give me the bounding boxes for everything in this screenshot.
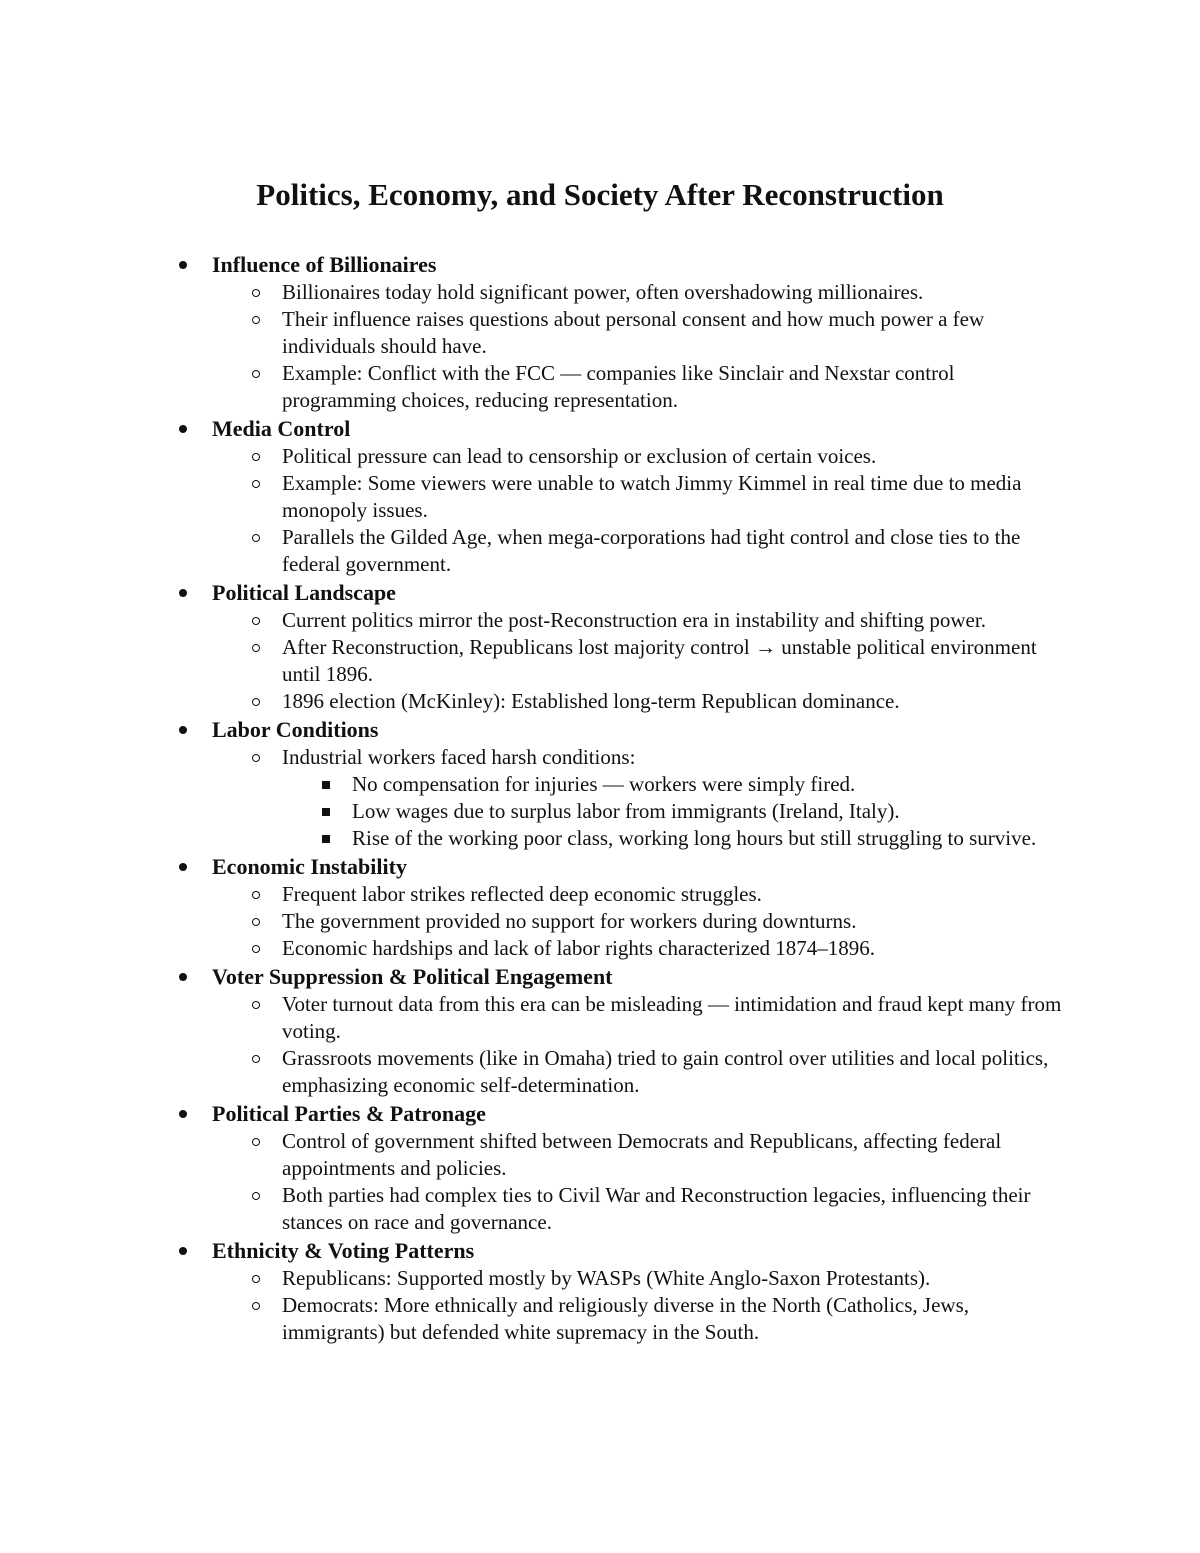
sub-list-item: [282, 1292, 1070, 1346]
sub-item-text: Grassroots movements (like in Omaha) tried to gain control over utilities and local politics, emphasizing economic self-determination.: [282, 1046, 1049, 1097]
bullet-circle-icon: [252, 617, 260, 625]
sub-list: [212, 744, 1070, 852]
outline-section: [170, 715, 1070, 852]
bullet-disc-icon: [179, 726, 187, 734]
sub-item-text: Voter turnout data from this era can be misleading — intimidation and fraud kept many from voting.: [282, 992, 1062, 1043]
bullet-circle-icon: [252, 945, 260, 953]
bullet-circle-icon: [252, 754, 260, 762]
bullet-circle-icon: [252, 644, 260, 652]
sub-list-item: [282, 524, 1070, 578]
nested-item-text: Low wages due to surplus labor from immigrants (Ireland, Italy).: [352, 799, 900, 823]
bullet-disc-icon: [179, 863, 187, 871]
sub-item-text: Frequent labor strikes reflected deep economic struggles.: [282, 882, 762, 906]
bullet-circle-icon: [252, 1055, 260, 1063]
sub-list-item: [282, 908, 1070, 935]
sub-item-text: 1896 election (McKinley): Established long-term Republican dominance.: [282, 689, 900, 713]
sub-list: [212, 991, 1070, 1099]
nested-list-item: [352, 798, 1070, 825]
bullet-circle-icon: [252, 1138, 260, 1146]
sub-list-item: [282, 991, 1070, 1045]
sub-list-item: [282, 1182, 1070, 1236]
bullet-circle-icon: [252, 1275, 260, 1283]
sub-list-item: [282, 607, 1070, 634]
sub-list-item: [282, 1128, 1070, 1182]
sub-list: [212, 881, 1070, 962]
section-heading: Economic Instability: [212, 854, 407, 879]
sub-list: [212, 1128, 1070, 1236]
page-title: Politics, Economy, and Society After Reconstruction: [256, 177, 944, 212]
outline-section: [170, 414, 1070, 578]
bullet-disc-icon: [179, 425, 187, 433]
sub-list: [212, 1265, 1070, 1346]
section-heading: Voter Suppression & Political Engagement: [212, 964, 613, 989]
sub-list-item: [282, 881, 1070, 908]
nested-item-text: Rise of the working poor class, working long hours but still struggling to survive.: [352, 826, 1037, 850]
sub-item-text: Republicans: Supported mostly by WASPs (White Anglo-Saxon Protestants).: [282, 1266, 931, 1290]
bullet-circle-icon: [252, 316, 260, 324]
sub-item-text: Control of government shifted between Democrats and Republicans, affecting federal appointments and policies.: [282, 1129, 1002, 1180]
sub-item-text: Industrial workers faced harsh conditions:: [282, 745, 636, 769]
bullet-disc-icon: [179, 1110, 187, 1118]
outline-section: [170, 1236, 1070, 1346]
sub-list: [212, 607, 1070, 715]
bullet-circle-icon: [252, 1302, 260, 1310]
section-heading: Labor Conditions: [212, 717, 379, 742]
bullet-square-icon: [322, 808, 330, 816]
sub-list-item: [282, 443, 1070, 470]
bullet-circle-icon: [252, 370, 260, 378]
sub-item-text: Example: Conflict with the FCC — companies like Sinclair and Nexstar control programming choices, reducing representation.: [282, 361, 955, 412]
sub-item-text: Both parties had complex ties to Civil War and Reconstruction legacies, influencing their stances on race and governance.: [282, 1183, 1031, 1234]
sub-item-text: Billionaires today hold significant power, often overshadowing millionaires.: [282, 280, 924, 304]
nested-sub-list: [282, 771, 1070, 852]
section-heading: Political Landscape: [212, 580, 396, 605]
sub-item-text: Their influence raises questions about personal consent and how much power a few individuals should have.: [282, 307, 985, 358]
sub-list-item: [282, 1265, 1070, 1292]
bullet-square-icon: [322, 835, 330, 843]
section-heading: Media Control: [212, 416, 351, 441]
sub-item-text: After Reconstruction, Republicans lost majority control → unstable political environment until 1896.: [282, 635, 1037, 686]
bullet-circle-icon: [252, 698, 260, 706]
bullet-circle-icon: [252, 289, 260, 297]
sub-list-item: [282, 744, 1070, 852]
sub-list-item: [282, 935, 1070, 962]
sub-item-text: Democrats: More ethnically and religiously diverse in the North (Catholics, Jews, immigrants) but defended white supremacy in the South.: [282, 1293, 970, 1344]
outline-section: [170, 1099, 1070, 1236]
sub-item-text: Political pressure can lead to censorship or exclusion of certain voices.: [282, 444, 877, 468]
bullet-circle-icon: [252, 480, 260, 488]
nested-list-item: [352, 825, 1070, 852]
bullet-circle-icon: [252, 453, 260, 461]
sub-list-item: [282, 688, 1070, 715]
sub-item-text: Parallels the Gilded Age, when mega-corporations had tight control and close ties to the federal government.: [282, 525, 1021, 576]
bullet-disc-icon: [179, 589, 187, 597]
sub-list-item: [282, 470, 1070, 524]
bullet-disc-icon: [179, 973, 187, 981]
sub-item-text: The government provided no support for workers during downturns.: [282, 909, 857, 933]
bullet-circle-icon: [252, 1001, 260, 1009]
bullet-circle-icon: [252, 891, 260, 899]
outline-list: [170, 250, 1070, 1346]
bullet-square-icon: [322, 781, 330, 789]
nested-list-item: [352, 771, 1070, 798]
section-heading: Ethnicity & Voting Patterns: [212, 1238, 475, 1263]
sub-item-text: Economic hardships and lack of labor rights characterized 1874–1896.: [282, 936, 876, 960]
outline-section: [170, 852, 1070, 962]
sub-list-item: [282, 1045, 1070, 1099]
section-heading: Influence of Billionaires: [212, 252, 437, 277]
bullet-disc-icon: [179, 1247, 187, 1255]
bullet-disc-icon: [179, 261, 187, 269]
nested-item-text: No compensation for injuries — workers were simply fired.: [352, 772, 856, 796]
outline-section: [170, 250, 1070, 414]
sub-list-item: [282, 306, 1070, 360]
sub-list: [212, 279, 1070, 414]
section-heading: Political Parties & Patronage: [212, 1101, 486, 1126]
sub-list-item: [282, 634, 1070, 688]
outline-section: [170, 578, 1070, 715]
sub-list: [212, 443, 1070, 578]
sub-list-item: [282, 360, 1070, 414]
bullet-circle-icon: [252, 918, 260, 926]
bullet-circle-icon: [252, 1192, 260, 1200]
outline-section: [170, 962, 1070, 1099]
bullet-circle-icon: [252, 534, 260, 542]
sub-item-text: Example: Some viewers were unable to watch Jimmy Kimmel in real time due to media monopoly issues.: [282, 471, 1022, 522]
sub-list-item: [282, 279, 1070, 306]
sub-item-text: Current politics mirror the post-Reconstruction era in instability and shifting power.: [282, 608, 986, 632]
